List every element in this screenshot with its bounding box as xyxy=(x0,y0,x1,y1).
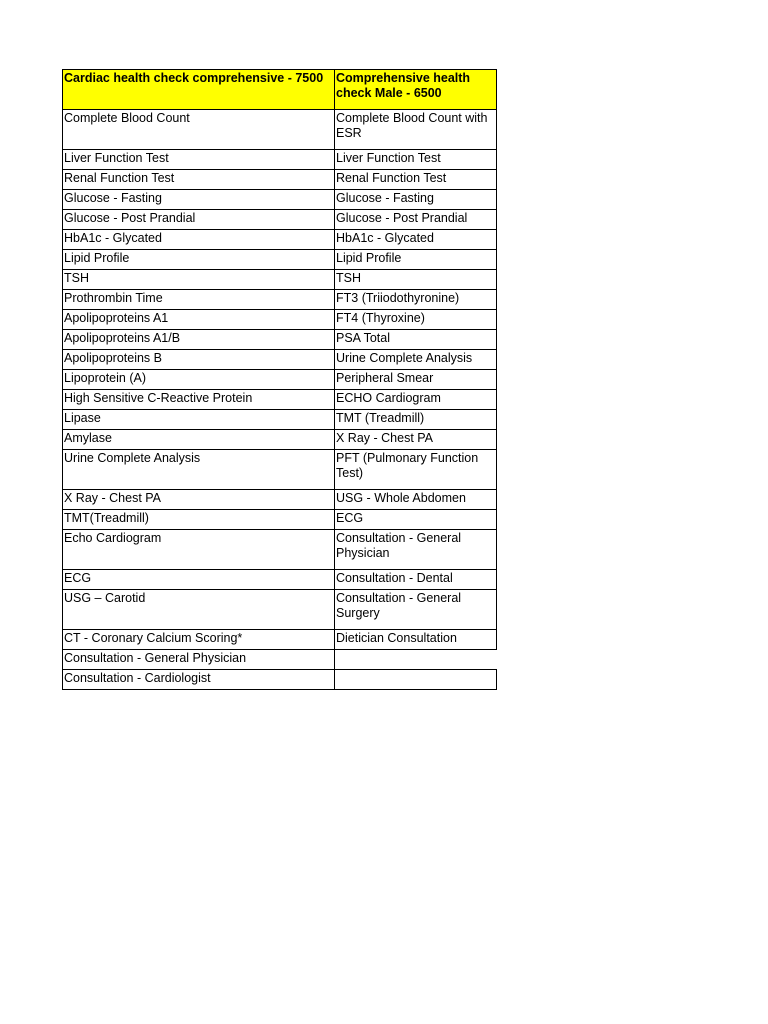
male-test-cell: HbA1c - Glycated xyxy=(335,230,497,250)
table-row xyxy=(63,630,497,650)
cardiac-test-cell: Apolipoproteins A1 xyxy=(63,310,335,330)
cardiac-test-cell: TSH xyxy=(63,270,335,290)
table-row xyxy=(63,510,497,530)
table-row xyxy=(63,350,497,370)
table-row xyxy=(63,270,497,290)
cardiac-test-cell: Urine Complete Analysis xyxy=(63,450,335,490)
table-row xyxy=(63,310,497,330)
cardiac-test-cell: Glucose - Fasting xyxy=(63,190,335,210)
table-row xyxy=(63,290,497,310)
male-test-cell: Renal Function Test xyxy=(335,170,497,190)
male-test-cell: Consultation - General Surgery xyxy=(335,590,497,630)
table-row xyxy=(63,670,497,690)
cardiac-test-cell: Complete Blood Count xyxy=(63,110,335,150)
male-test-cell: PFT (Pulmonary Function Test) xyxy=(335,450,497,490)
table-body xyxy=(63,110,497,690)
male-test-cell: PSA Total xyxy=(335,330,497,350)
male-test-cell: Consultation - Dental xyxy=(335,570,497,590)
cardiac-test-cell: CT - Coronary Calcium Scoring* xyxy=(63,630,335,650)
cardiac-test-cell: Lipoprotein (A) xyxy=(63,370,335,390)
male-test-cell: Lipid Profile xyxy=(335,250,497,270)
table-row xyxy=(63,590,497,630)
table-row xyxy=(63,150,497,170)
table-row xyxy=(63,190,497,210)
table-row xyxy=(63,650,497,670)
cardiac-test-cell: Apolipoproteins A1/B xyxy=(63,330,335,350)
cardiac-test-cell: Consultation - Cardiologist xyxy=(63,670,335,690)
cardiac-test-cell: X Ray - Chest PA xyxy=(63,490,335,510)
table-row xyxy=(63,450,497,490)
male-test-cell: Urine Complete Analysis xyxy=(335,350,497,370)
male-test-cell: Complete Blood Count with ESR xyxy=(335,110,497,150)
male-test-cell: Glucose - Post Prandial xyxy=(335,210,497,230)
cardiac-test-cell: High Sensitive C-Reactive Protein xyxy=(63,390,335,410)
male-test-cell: TSH xyxy=(335,270,497,290)
cardiac-test-cell: Liver Function Test xyxy=(63,150,335,170)
cardiac-test-cell: Amylase xyxy=(63,430,335,450)
male-test-cell: TMT (Treadmill) xyxy=(335,410,497,430)
table-row xyxy=(63,370,497,390)
male-test-cell: FT4 (Thyroxine) xyxy=(335,310,497,330)
male-test-cell: X Ray - Chest PA xyxy=(335,430,497,450)
cardiac-test-cell: Lipase xyxy=(63,410,335,430)
table-row xyxy=(63,490,497,510)
cardiac-test-cell: Glucose - Post Prandial xyxy=(63,210,335,230)
cardiac-test-cell: Echo Cardiogram xyxy=(63,530,335,570)
male-test-cell: FT3 (Triiodothyronine) xyxy=(335,290,497,310)
table-row xyxy=(63,210,497,230)
male-test-cell: Dietician Consultation xyxy=(335,630,497,650)
cardiac-test-cell: Renal Function Test xyxy=(63,170,335,190)
male-test-cell: Glucose - Fasting xyxy=(335,190,497,210)
table-row xyxy=(63,570,497,590)
male-test-cell xyxy=(335,650,497,670)
health-check-table xyxy=(62,69,497,690)
table-row xyxy=(63,330,497,350)
header-male-package: Comprehensive health check Male - 6500 xyxy=(335,70,497,110)
table-row xyxy=(63,230,497,250)
male-test-cell: Peripheral Smear xyxy=(335,370,497,390)
cardiac-test-cell: Prothrombin Time xyxy=(63,290,335,310)
table-row xyxy=(63,530,497,570)
table-row xyxy=(63,410,497,430)
cardiac-test-cell: Apolipoproteins B xyxy=(63,350,335,370)
male-test-cell xyxy=(335,670,497,690)
table-row xyxy=(63,170,497,190)
male-test-cell: USG - Whole Abdomen xyxy=(335,490,497,510)
male-test-cell: Consultation - General Physician xyxy=(335,530,497,570)
header-cardiac-package: Cardiac health check comprehensive - 7500 xyxy=(63,70,335,110)
table-row xyxy=(63,250,497,270)
cardiac-test-cell: Lipid Profile xyxy=(63,250,335,270)
table-row xyxy=(63,430,497,450)
table-row xyxy=(63,390,497,410)
male-test-cell: Liver Function Test xyxy=(335,150,497,170)
cardiac-test-cell: USG – Carotid xyxy=(63,590,335,630)
cardiac-test-cell: Consultation - General Physician xyxy=(63,650,335,670)
cardiac-test-cell: ECG xyxy=(63,570,335,590)
header-row xyxy=(63,70,497,110)
male-test-cell: ECHO Cardiogram xyxy=(335,390,497,410)
cardiac-test-cell: HbA1c - Glycated xyxy=(63,230,335,250)
cardiac-test-cell: TMT(Treadmill) xyxy=(63,510,335,530)
male-test-cell: ECG xyxy=(335,510,497,530)
table-row xyxy=(63,110,497,150)
